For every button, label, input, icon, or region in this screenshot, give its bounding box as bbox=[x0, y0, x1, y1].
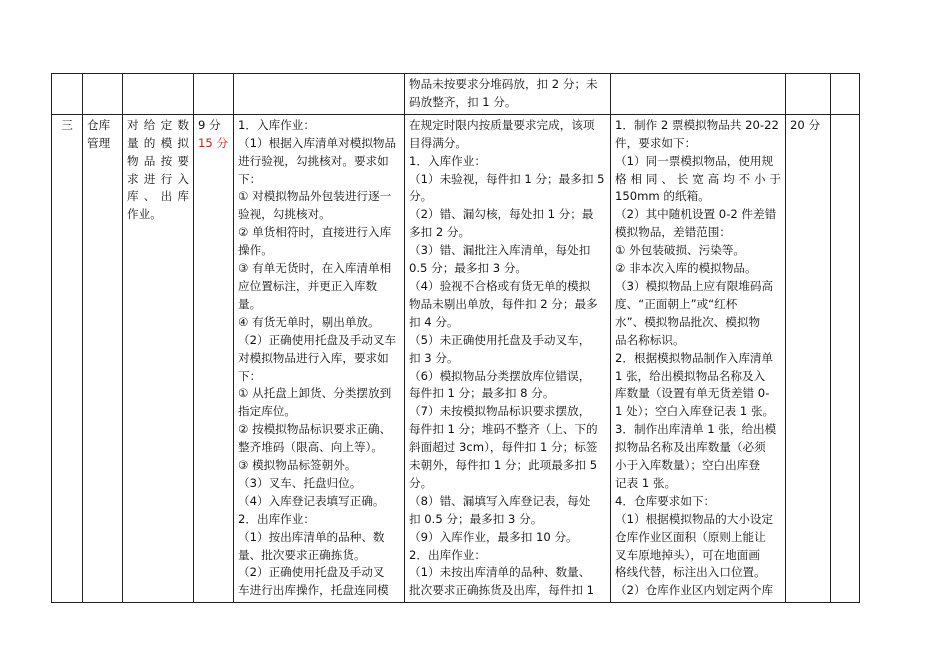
table-cell bbox=[83, 74, 123, 115]
setup-line: ① 外包装破损、污染等。 bbox=[615, 243, 746, 258]
requirement-line: 对模拟物品进行入库，要求如 bbox=[238, 350, 389, 365]
requirement-line: 整齐堆码（限高、向上等）。 bbox=[238, 440, 383, 455]
scoring-line: （7）未按模拟物品标识要求摆放， bbox=[409, 404, 591, 419]
table-cell bbox=[611, 74, 786, 115]
requirement-line: 验视，勾挑核对。 bbox=[238, 207, 331, 222]
requirement-line: （2）正确使用托盘及手动叉车 bbox=[238, 332, 397, 347]
scoring-line: （5）未正确使用托盘及手动叉车， bbox=[409, 332, 591, 347]
setup-line: 小于入库数量）；空白出库登 bbox=[615, 458, 760, 473]
scoring-line: 2．出库作业： bbox=[409, 547, 486, 562]
index-cell bbox=[52, 114, 83, 602]
scoring-line: 多扣 2 分。 bbox=[409, 225, 471, 240]
requirement-line: （2）正确使用托盘及手动叉 bbox=[238, 565, 385, 580]
text-line: 物品未按要求分堆码放，扣 2 分；未 bbox=[409, 77, 598, 91]
task-line: 库、出库 bbox=[127, 189, 189, 204]
setup-line: （1）根据模拟物品的大小设定 bbox=[615, 511, 774, 526]
scoring-cell bbox=[405, 114, 611, 602]
scoring-line: （4）验视不合格或有货无单的模拟 bbox=[409, 278, 591, 293]
scoring-line: 1．入库作业： bbox=[409, 153, 486, 168]
setup-line: 1．制作 2 票模拟物品共 20-22 bbox=[615, 117, 779, 132]
scoring-line: 扣 0.5 分；最多扣 3 分。 bbox=[409, 511, 543, 526]
scoring-table bbox=[51, 73, 860, 603]
scoring-line: 批次要求正确拣货及出库，每件扣 1 bbox=[409, 583, 594, 598]
setup-line: 品名称标识。 bbox=[615, 332, 685, 347]
task-cell bbox=[123, 114, 194, 602]
requirement-line: ② 按模拟物品标识要求正确、 bbox=[238, 422, 392, 437]
requirement-line: ② 单货相符时，直接进行入库 bbox=[238, 225, 392, 240]
scoring-line: （9）入库作业，最多扣 10 分。 bbox=[409, 529, 578, 544]
module-name-line: 管理 bbox=[87, 135, 111, 150]
requirement-line: ④ 有货无单时，剔出单放。 bbox=[238, 314, 380, 329]
task-line: 作业。 bbox=[127, 207, 162, 222]
scoring-line: 物品未剔出单放，每件扣 2 分；最多 bbox=[409, 296, 598, 311]
text-line: 码放整齐，扣 1 分。 bbox=[409, 94, 517, 109]
row-index: 三 bbox=[61, 117, 73, 132]
setup-line: 格线代替，标注出入口位置。 bbox=[615, 565, 766, 580]
module-name-line: 仓库 bbox=[87, 117, 111, 132]
setup-line: 拟物品名称及出库数量（必须 bbox=[615, 440, 766, 455]
requirement-line: （4）入库登记表填写正确。 bbox=[238, 493, 385, 508]
requirement-line: ① 从托盘上卸货、分类摆放到 bbox=[238, 386, 392, 401]
scoring-line: 在规定时限内按质量要求完成，该项 bbox=[409, 117, 595, 132]
setup-line: 件，要求如下： bbox=[615, 135, 697, 150]
requirement-line: 2．出库作业： bbox=[238, 511, 315, 526]
requirement-line: （3）叉车、托盘归位。 bbox=[238, 475, 362, 490]
scoring-line: 扣 3 分。 bbox=[409, 350, 459, 365]
requirement-line: （1）根据入库清单对模拟物品 bbox=[238, 135, 397, 150]
setup-line: 记表 1 张。 bbox=[615, 475, 677, 490]
setup-line: 150mm 的纸箱。 bbox=[615, 189, 710, 204]
scoring-line: 0.5 分；最多扣 3 分。 bbox=[409, 261, 528, 276]
table-row bbox=[52, 114, 860, 602]
setup-line: （2）其中随机设置 0-2 件差错 bbox=[615, 207, 777, 222]
setup-line: 度、“正面朝上”或“红杯 bbox=[615, 296, 738, 311]
scoring-continuation-cell bbox=[405, 74, 611, 115]
time-cell bbox=[194, 114, 234, 602]
scoring-line: （3）错、漏批注入库清单，每处扣 bbox=[409, 243, 591, 258]
requirement-line: ③ 有单无货时，在入库清单相 bbox=[238, 261, 392, 276]
time-value-red: 15 分 bbox=[198, 135, 229, 150]
setup-line: 3．制作出库清单 1 张，给出模 bbox=[615, 422, 777, 437]
requirement-line: 应位置标注，并更正入库数 bbox=[238, 278, 378, 293]
requirement-line: ③ 模拟物品标签朝外。 bbox=[238, 458, 357, 473]
scoring-line: 目得满分。 bbox=[409, 135, 467, 150]
scoring-line: （1）未验视，每件扣 1 分；最多扣 5 bbox=[409, 171, 605, 186]
setup-line: 4．仓库要求如下： bbox=[615, 493, 716, 508]
scoring-line: （8）错、漏填写入库登记表，每处 bbox=[409, 493, 591, 508]
table-cell bbox=[123, 74, 194, 115]
requirement-line: （1）按出库清单的品种、数 bbox=[238, 529, 385, 544]
requirement-line: 量、批次要求正确拣货。 bbox=[238, 547, 366, 562]
requirement-line: 指定库位。 bbox=[238, 404, 296, 419]
scoring-line: 每件扣 1 分；最多扣 8 分。 bbox=[409, 386, 555, 401]
requirement-line: ① 对模拟物品外包装进行逐一 bbox=[238, 189, 392, 204]
module-cell bbox=[83, 114, 123, 602]
scoring-line: （1）未按出库清单的品种、数量、 bbox=[409, 565, 591, 580]
scoring-line: 分。 bbox=[409, 189, 433, 204]
table-cell bbox=[194, 74, 234, 115]
task-line: 量的模拟 bbox=[127, 135, 189, 150]
requirement-line: 下： bbox=[238, 368, 262, 383]
scoring-line: 扣 4 分。 bbox=[409, 314, 459, 329]
setup-line: 2．根据模拟物品制作入库清单 bbox=[615, 350, 774, 365]
setup-line: 1 张，给出模拟物品名称及入 bbox=[615, 368, 766, 383]
task-line: 对给定数 bbox=[127, 117, 189, 132]
requirements-cell bbox=[234, 114, 405, 602]
setup-line: （1）同一票模拟物品，使用规 bbox=[615, 153, 774, 168]
scoring-line: （6）模拟物品分类摆放库位错误， bbox=[409, 368, 591, 383]
setup-line: （3）模拟物品上应有限堆码高 bbox=[615, 278, 774, 293]
task-line: 求进行入 bbox=[127, 171, 189, 186]
score-value: 20 分 bbox=[790, 117, 821, 132]
setup-line: 库数量（设置有单无货差错 0- bbox=[615, 386, 770, 401]
scoring-line: 未朝外，每件扣 1 分；此项最多扣 5 bbox=[409, 458, 598, 473]
scoring-line: 斜面超过 3cm），每件扣 1 分；标签 bbox=[409, 440, 598, 455]
setup-line: 水”、模拟物品批次、模拟物 bbox=[615, 314, 761, 329]
requirement-line: 进行验视，勾挑核对。要求如 bbox=[238, 153, 389, 168]
setup-line: ② 非本次入库的模拟物品。 bbox=[615, 261, 757, 276]
setup-line: 叉车原地掉头），可在地面画 bbox=[615, 547, 760, 562]
table-row bbox=[52, 74, 860, 115]
time-value: 9 分 bbox=[198, 117, 221, 132]
requirement-line: 下： bbox=[238, 171, 262, 186]
table-cell bbox=[786, 74, 831, 115]
requirement-line: 1．入库作业： bbox=[238, 117, 315, 132]
setup-line: 1 处）；空白入库登记表 1 张。 bbox=[615, 404, 775, 419]
setup-line: （2）仓库作业区内划定两个库 bbox=[615, 583, 774, 598]
scoring-line: 每件扣 1 分；堆码不整齐（上、下的 bbox=[409, 422, 598, 437]
notes-cell bbox=[831, 114, 860, 602]
table-cell bbox=[831, 74, 860, 115]
table-cell bbox=[234, 74, 405, 115]
scoring-line: （2）错、漏勾核，每处扣 1 分；最 bbox=[409, 207, 594, 222]
requirement-line: 量。 bbox=[238, 296, 262, 311]
requirement-line: 操作。 bbox=[238, 243, 273, 258]
setup-cell bbox=[611, 114, 786, 602]
scoring-line: 分。 bbox=[409, 475, 433, 490]
task-line: 物品按要 bbox=[127, 153, 189, 168]
setup-line: 模拟物品，差错范围： bbox=[615, 225, 731, 240]
setup-line: 仓库作业区面积（原则上能让 bbox=[615, 529, 766, 544]
setup-line: 格相同、长宽高均不小于 bbox=[615, 171, 781, 186]
score-cell bbox=[786, 114, 831, 602]
table-cell bbox=[52, 74, 83, 115]
requirement-line: 车进行出库操作，托盘连同模 bbox=[238, 583, 389, 598]
